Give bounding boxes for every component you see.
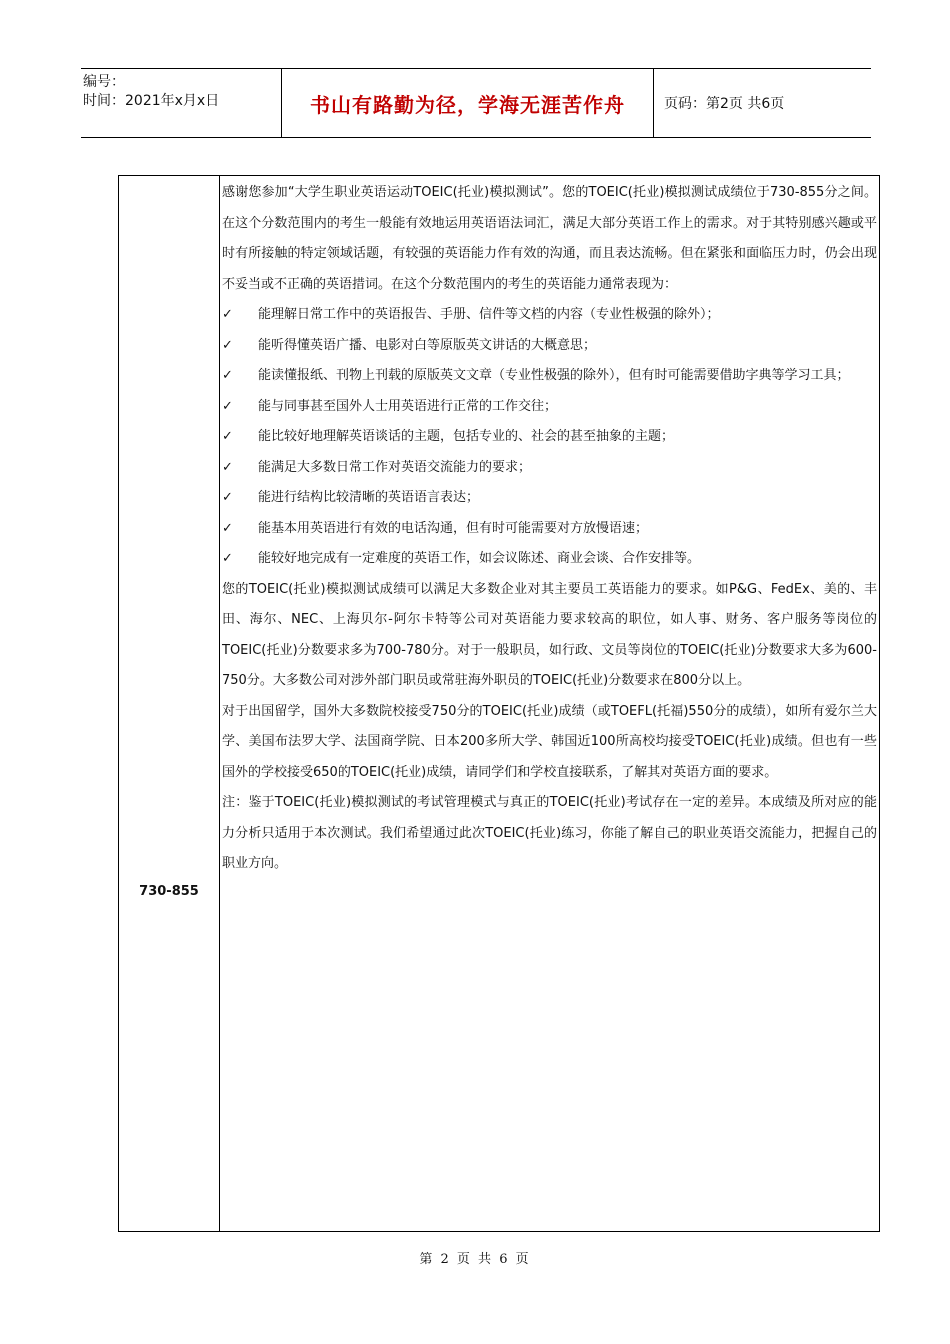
ability-item bbox=[222, 331, 877, 362]
ability-text: 能基本用英语进行有效的电话沟通，但有时可能需要对方放慢语速； bbox=[258, 520, 649, 536]
header-meta bbox=[81, 69, 281, 137]
study-abroad-paragraph: 对于出国留学，国外大多数院校接受750分的TOEIC(托业)成绩（或TOEFL(托福)550分的成绩），如所有爱尔兰大学、美国布法罗大学、法国商学院、日本200多所大学、韩国近100所高校均接受TOEIC(托业)成绩。但也有一些国外的学校接受650的TOEIC(托业)成绩，请同学们和学校直接联系，了解其对英语方面的要求。 bbox=[222, 703, 877, 780]
ability-item bbox=[222, 300, 877, 331]
ability-text: 能进行结构比较清晰的英语语言表达； bbox=[258, 490, 480, 505]
check-icon: ✓ bbox=[222, 429, 233, 444]
ability-text: 能与同事甚至国外人士用英语进行正常的工作交往； bbox=[258, 398, 558, 414]
ability-item bbox=[222, 544, 877, 575]
intro-paragraph: 感谢您参加“大学生职业英语运动TOEIC(托业)模拟测试”。您的TOEIC(托业)模拟测试成绩位于730-855分之间。在这个分数范围内的考生一般能有效地运用英语语法词汇，满足大部分英语工作上的需求。对于其特别感兴趣或平时有所接触的特定领域话题，有较强的英语能力作有效的沟通，而且表达流畅。但在紧张和面临压力时，仍会出现不妥当或不正确的英语措词。在这个分数范围内的考生的英语能力通常表现为： bbox=[222, 185, 877, 292]
ability-list bbox=[222, 300, 877, 575]
ability-item bbox=[222, 483, 877, 514]
ability-text: 能满足大多数日常工作对英语交流能力的要求； bbox=[258, 459, 532, 475]
check-icon: ✓ bbox=[222, 337, 233, 353]
ability-item bbox=[222, 453, 877, 484]
page-footer: 第 2 页 共 6 页 bbox=[419, 1252, 531, 1267]
analysis-cell bbox=[220, 176, 879, 880]
check-icon: ✓ bbox=[222, 551, 233, 566]
page-header bbox=[81, 68, 871, 138]
check-icon: ✓ bbox=[222, 398, 233, 414]
employment-paragraph: 您的TOEIC(托业)模拟测试成绩可以满足大多数企业对其主要员工英语能力的要求。如P&G、FedEx、美的、丰田、海尔、NEC、上海贝尔-阿尔卡特等公司对英语能力要求较高的职位，如人事、财务、客户服务等岗位的TOEIC(托业)分数要求多为700-780分。对于一般职员，如行政、文员等岗位的TOEIC(托业)分数要求大多为600-750分。大多数公司对涉外部门职员或常驻海外职员的TOEIC(托业)分数要求在800分以上。 bbox=[222, 581, 877, 688]
check-icon: ✓ bbox=[222, 307, 233, 322]
note-paragraph: 注：鉴于TOEIC(托业)模拟测试的考试管理模式与真正的TOEIC(托业)考试存在一定的差异。本成绩及所对应的能力分析只适用于本次测试。我们希望通过此次TOEIC(托业)练习，你能了解自己的职业英语交流能力，把握自己的职业方向。 bbox=[222, 795, 877, 871]
check-icon: ✓ bbox=[222, 520, 233, 536]
ability-text: 能读懂报纸、刊物上刊载的原版英文文章（专业性极强的除外），但有时可能需要借助字典等学习工具； bbox=[258, 368, 850, 383]
check-icon: ✓ bbox=[222, 490, 233, 505]
code-label: 编号： bbox=[83, 74, 125, 90]
check-icon: ✓ bbox=[222, 368, 233, 383]
ability-text: 能较好地完成有一定难度的英语工作，如会议陈述、商业会谈、合作安排等。 bbox=[258, 551, 701, 566]
ability-text: 能比较好地理解英语谈话的主题，包括专业的、社会的甚至抽象的主题； bbox=[258, 429, 675, 444]
score-range-cell: 730-855 bbox=[139, 884, 199, 899]
ability-item bbox=[222, 361, 877, 392]
ability-item bbox=[222, 422, 877, 453]
ability-text: 能听得懂英语广播、电影对白等原版英文讲话的大概意思； bbox=[258, 337, 597, 353]
header-page-info: 页码：第2页 共6页 bbox=[664, 96, 785, 112]
ability-item bbox=[222, 514, 877, 545]
ability-item bbox=[222, 392, 877, 423]
header-motto: 书山有路勤为径，学海无涯苦作舟 bbox=[281, 69, 654, 137]
score-table bbox=[118, 175, 880, 1232]
ability-text: 能理解日常工作中的英语报告、手册、信件等文档的内容（专业性极强的除外）； bbox=[258, 307, 720, 322]
date-label: 时间：2021年x月x日 bbox=[83, 93, 220, 109]
check-icon: ✓ bbox=[222, 459, 233, 475]
